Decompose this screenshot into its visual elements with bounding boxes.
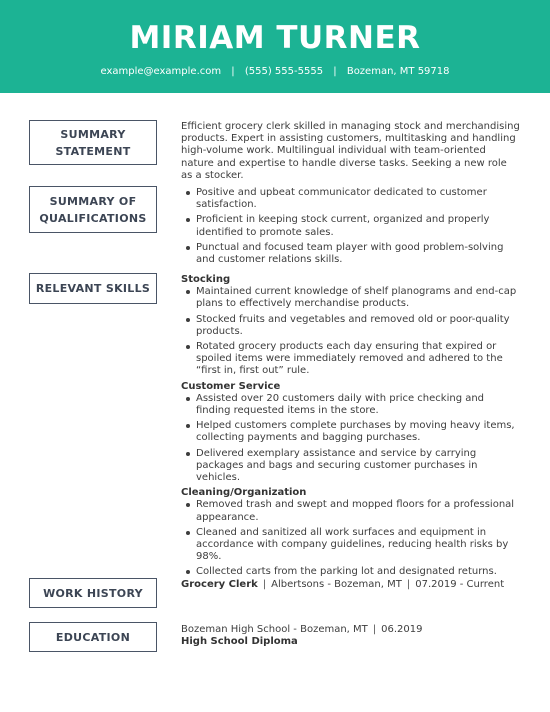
- list-item: Punctual and focused team player with good problem-solving and customer relations skills.: [181, 242, 521, 266]
- resume-header: [0, 0, 550, 93]
- education-content: [181, 624, 521, 648]
- email-text: example@example.com: [100, 66, 222, 77]
- relevant-skills-label: [29, 273, 157, 304]
- separator: |: [372, 624, 377, 635]
- summary-label-line2: STATEMENT: [55, 144, 131, 158]
- list-item: Assisted over 20 customers daily with price checking and finding requested items in the store.: [181, 393, 521, 417]
- skill-group-list: [181, 499, 521, 578]
- list-item: Collected carts from the parking lot and designated returns.: [181, 566, 521, 578]
- skill-group-title: Customer Service: [181, 380, 281, 392]
- work-history-label: [29, 578, 157, 608]
- list-item: Delivered exemplary assistance and service by carrying packages and bags and securing customer purchases in vehicles.: [181, 448, 521, 485]
- qualifications-label: [29, 186, 157, 233]
- skill-group-title: Stocking: [181, 274, 231, 285]
- summary-statement-label: [29, 120, 157, 165]
- work-history-content: [181, 579, 521, 591]
- education-label: [29, 622, 157, 652]
- skill-group-title: Cleaning/Organization: [181, 487, 307, 499]
- list-item: Maintained current knowledge of shelf planograms and end-cap plans to effectively merchandise products.: [181, 286, 521, 310]
- education-label-text: EDUCATION: [55, 630, 131, 644]
- list-item: Stocked fruits and vegetables and removed old or poor-quality products.: [181, 314, 521, 338]
- qualifications-label-line2: QUALIFICATIONS: [39, 211, 147, 225]
- summary-statement-content: [181, 121, 521, 182]
- work-history-label-text: WORK HISTORY: [43, 586, 143, 600]
- summary-text: Efficient grocery clerk skilled in managing stock and merchandising products. Expert in assisting customers, multitasking and handling high-volume work. Multilingual individual with team-oriented nature and expertise to handle diverse tasks. Seeking a new role as a stocker.: [181, 121, 520, 181]
- list-item: Cleaned and sanitized all work surfaces and equipment in accordance with company guidelines, reducing health risks by 98%.: [181, 527, 521, 564]
- list-item: Positive and upbeat communicator dedicated to customer satisfaction.: [181, 187, 521, 211]
- separator: |: [333, 66, 337, 77]
- qualifications-content: [181, 187, 521, 269]
- candidate-name: MIRIAM TURNER: [129, 20, 421, 56]
- relevant-skills-content: [181, 274, 521, 582]
- skill-group-list: [181, 393, 521, 484]
- qualifications-label-line1: SUMMARY OF: [49, 194, 137, 208]
- job-title: Grocery Clerk: [181, 579, 258, 590]
- separator: |: [262, 579, 267, 590]
- list-item: Rotated grocery products each day ensuring that expired or spoiled items were immediately removed and adhered to the “first in, first out” rule.: [181, 341, 521, 378]
- phone-text: (555) 555-5555: [244, 66, 324, 77]
- school-name: Bozeman High School - Bozeman, MT: [181, 624, 368, 635]
- list-item: Helped customers complete purchases by moving heavy items, collecting payments and bagging purchases.: [181, 420, 521, 444]
- contact-line: [0, 65, 550, 79]
- degree: High School Diploma: [181, 636, 298, 648]
- list-item: Proficient in keeping stock current, organized and properly identified to promote sales.: [181, 214, 521, 238]
- separator: |: [231, 66, 235, 77]
- list-item: Removed trash and swept and mopped floors for a professional appearance.: [181, 499, 521, 523]
- employer: Albertsons - Bozeman, MT: [271, 579, 402, 590]
- skill-group-list: [181, 286, 521, 377]
- skills-label-text: RELEVANT SKILLS: [35, 282, 151, 295]
- graduation-date: 06.2019: [381, 624, 423, 635]
- job-dates: 07.2019 - Current: [415, 579, 505, 590]
- location-text: Bozeman, MT 59718: [346, 66, 450, 77]
- qualifications-list: [181, 187, 521, 266]
- separator: |: [406, 579, 411, 590]
- summary-label-line1: SUMMARY: [60, 127, 126, 141]
